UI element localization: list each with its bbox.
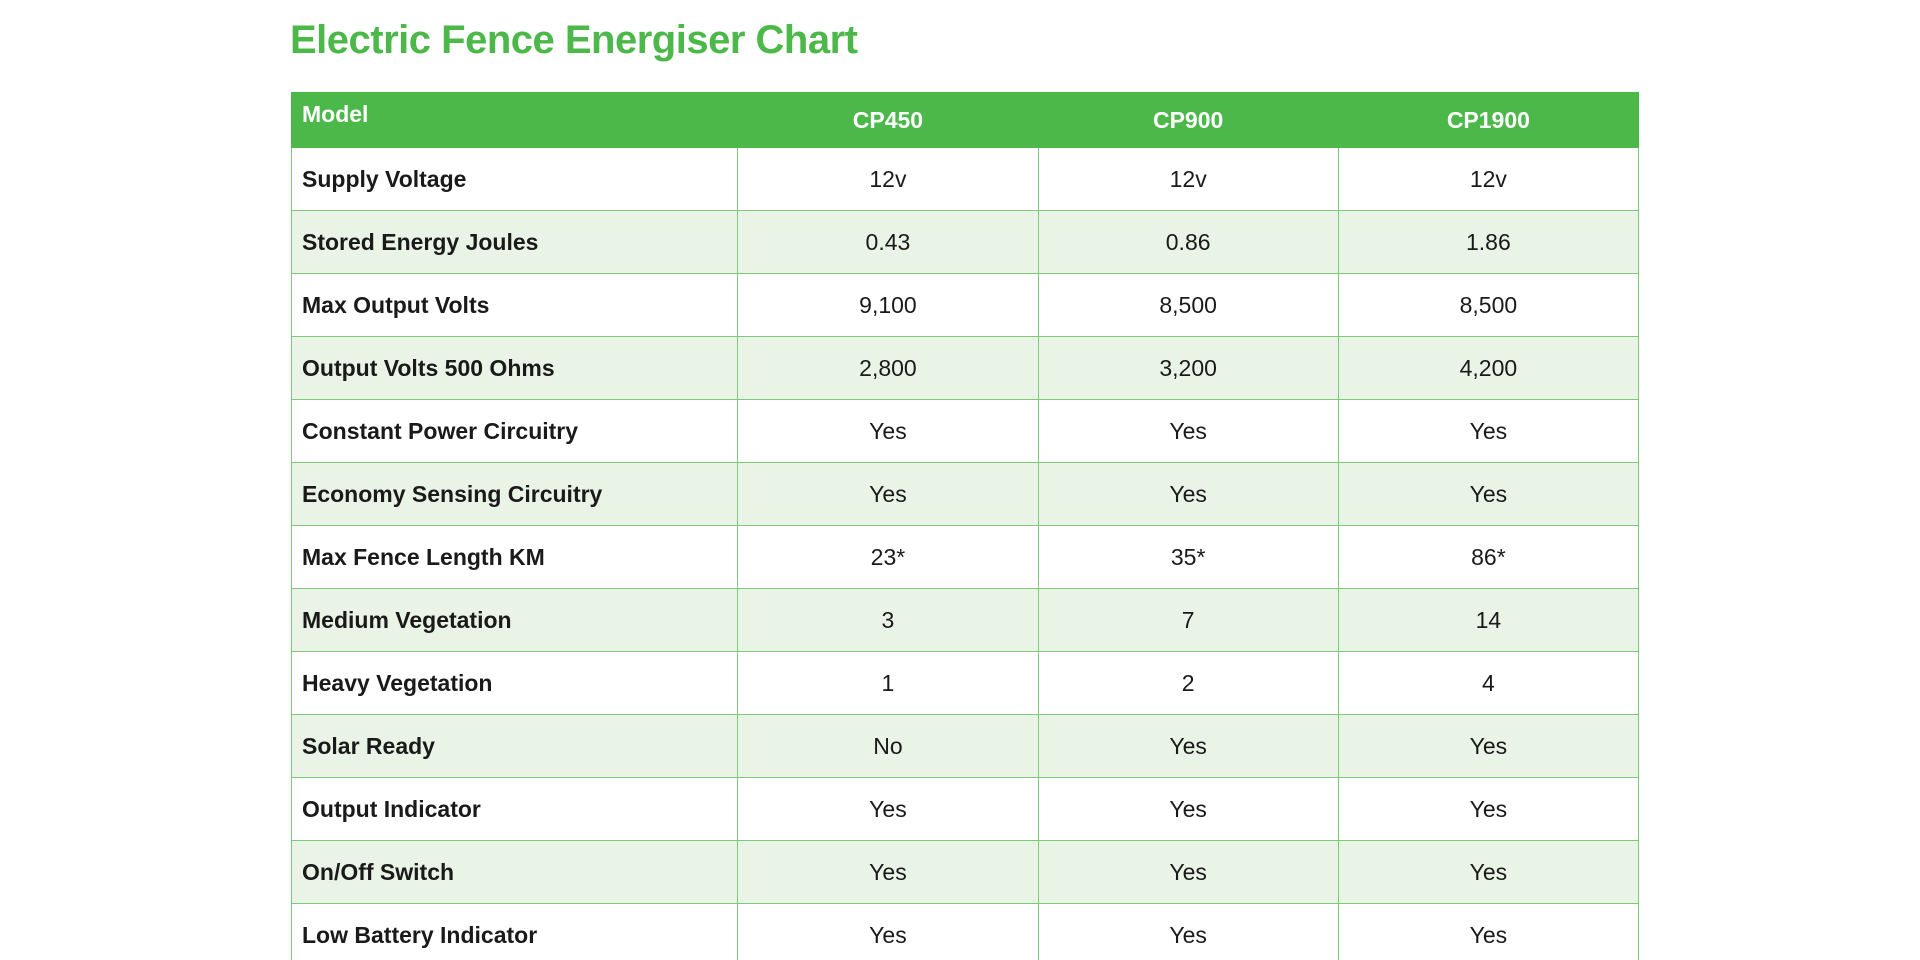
row-label: Economy Sensing Circuitry <box>292 463 738 526</box>
table-cell: 8,500 <box>1338 274 1638 337</box>
table-row <box>292 463 1639 526</box>
table-row <box>292 904 1639 960</box>
table-cell: 0.86 <box>1038 211 1338 274</box>
table-cell: 14 <box>1338 589 1638 652</box>
table-cell: Yes <box>1038 904 1338 960</box>
table-row <box>292 715 1639 778</box>
header-model-cp450: CP450 <box>738 93 1038 148</box>
table-row <box>292 778 1639 841</box>
table-cell: No <box>738 715 1038 778</box>
table-cell: Yes <box>738 904 1038 960</box>
table-cell: Yes <box>1338 778 1638 841</box>
table-cell: Yes <box>738 841 1038 904</box>
header-model-label: Model <box>292 93 738 148</box>
table-cell: Yes <box>1038 841 1338 904</box>
table-cell: Yes <box>1038 715 1338 778</box>
table-cell: Yes <box>1338 400 1638 463</box>
row-label: Output Volts 500 Ohms <box>292 337 738 400</box>
table-row <box>292 211 1639 274</box>
table-cell: 86* <box>1338 526 1638 589</box>
table-cell: 1.86 <box>1338 211 1638 274</box>
row-label: Solar Ready <box>292 715 738 778</box>
table-cell: 0.43 <box>738 211 1038 274</box>
table-header-row <box>292 93 1639 148</box>
table-row <box>292 589 1639 652</box>
table-row <box>292 148 1639 211</box>
table-cell: Yes <box>1038 400 1338 463</box>
table-cell: 3 <box>738 589 1038 652</box>
table-cell: Yes <box>1338 715 1638 778</box>
table-cell: Yes <box>1338 841 1638 904</box>
table-cell: Yes <box>1038 463 1338 526</box>
table-cell: Yes <box>1338 904 1638 960</box>
row-label: Supply Voltage <box>292 148 738 211</box>
table-cell: 2,800 <box>738 337 1038 400</box>
table-row <box>292 652 1639 715</box>
header-model-cp1900: CP1900 <box>1338 93 1638 148</box>
row-label: Stored Energy Joules <box>292 211 738 274</box>
row-label: Low Battery Indicator <box>292 904 738 960</box>
table-cell: 35* <box>1038 526 1338 589</box>
table-cell: Yes <box>1338 463 1638 526</box>
row-label: Medium Vegetation <box>292 589 738 652</box>
energiser-spec-table <box>291 92 1639 960</box>
row-label: On/Off Switch <box>292 841 738 904</box>
table-row <box>292 841 1639 904</box>
table-cell: 7 <box>1038 589 1338 652</box>
table-cell: 3,200 <box>1038 337 1338 400</box>
table-cell: 2 <box>1038 652 1338 715</box>
row-label: Constant Power Circuitry <box>292 400 738 463</box>
table-cell: 12v <box>1038 148 1338 211</box>
row-label: Max Output Volts <box>292 274 738 337</box>
table-cell: 8,500 <box>1038 274 1338 337</box>
table-cell: 12v <box>1338 148 1638 211</box>
table-row <box>292 337 1639 400</box>
page-title: Electric Fence Energiser Chart <box>290 18 858 62</box>
table-cell: 1 <box>738 652 1038 715</box>
table-row <box>292 274 1639 337</box>
table-row <box>292 400 1639 463</box>
row-label: Heavy Vegetation <box>292 652 738 715</box>
table-cell: Yes <box>738 400 1038 463</box>
table-cell: Yes <box>1038 778 1338 841</box>
header-model-cp900: CP900 <box>1038 93 1338 148</box>
table-row <box>292 526 1639 589</box>
table-cell: 23* <box>738 526 1038 589</box>
table-cell: Yes <box>738 778 1038 841</box>
table-cell: 4 <box>1338 652 1638 715</box>
table-cell: 4,200 <box>1338 337 1638 400</box>
row-label: Max Fence Length KM <box>292 526 738 589</box>
row-label: Output Indicator <box>292 778 738 841</box>
table-cell: 9,100 <box>738 274 1038 337</box>
table-cell: Yes <box>738 463 1038 526</box>
table-cell: 12v <box>738 148 1038 211</box>
